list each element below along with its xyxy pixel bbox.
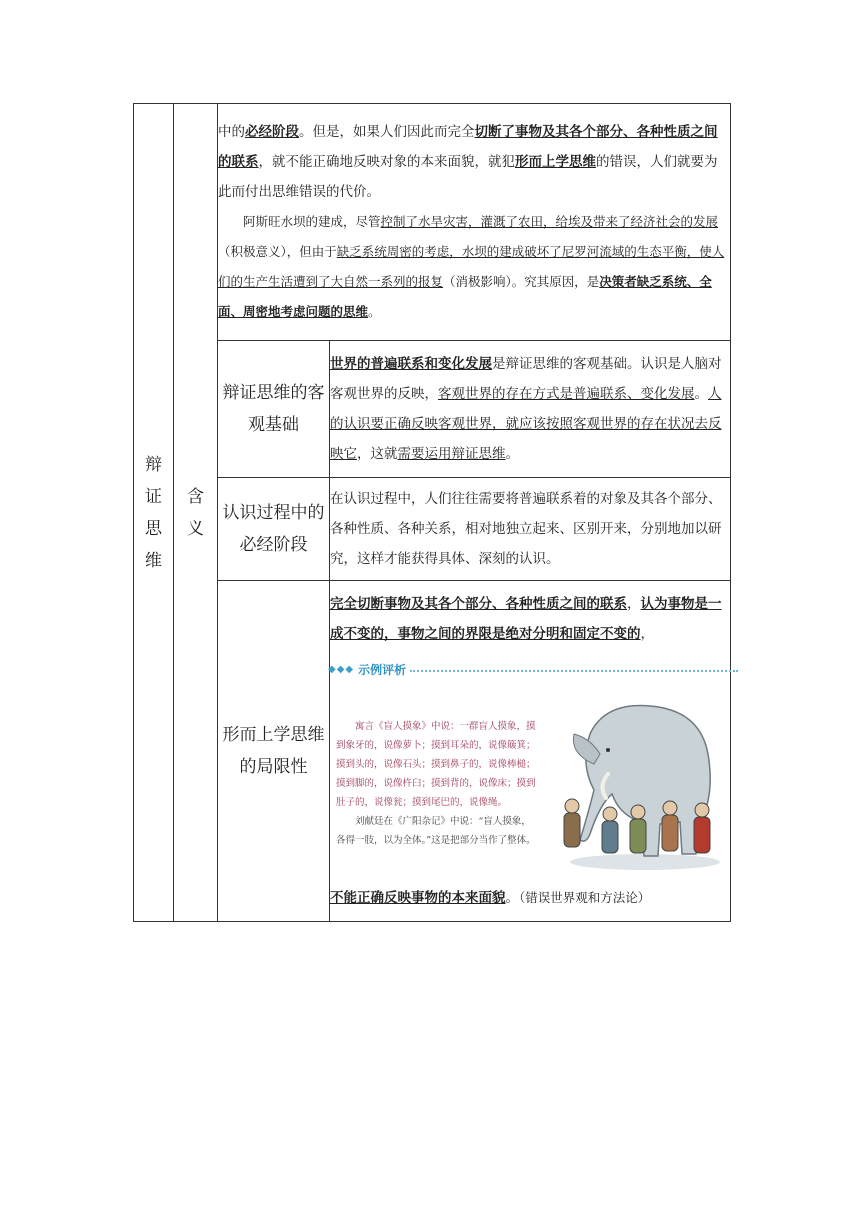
row-label-necessary-stage: 认识过程中的必经阶段 [218, 478, 330, 581]
text-run: 阿斯旺水坝的建成，尽管 [243, 214, 381, 229]
text-run: 是辩证思维的客观基础。认识是人脑对客观世界的反映， [330, 356, 722, 402]
section-char: 辩 [145, 454, 162, 475]
fable-note: 刘献廷在《广阳杂记》中说：“盲人摸象，各得一肢，以为全体。”这是把部分当作了整体。 [336, 815, 536, 846]
necessary-stage-text: 在认识过程中，人们往往需要将普遍联系着的对象及其各个部分、各种性质、各种关系，相对地独立起来、区别开来，分别地加以研究，这样才能获得具体、深刻的认识。 [330, 478, 731, 581]
text-run: 。 [368, 304, 381, 319]
text-run: ，就不能正确地反映对象的本来面貌，就犯 [258, 154, 515, 170]
continuation-cell [218, 104, 731, 341]
text-run: 必经阶段 [245, 124, 299, 140]
metaphysics-cell [330, 581, 731, 922]
text-run: （积极意义），但由于 [218, 244, 337, 259]
example-title: 示例评析 [358, 663, 407, 677]
diamond-icon: ◆◆◆ [328, 664, 355, 675]
metaphysics-paragraph [330, 589, 730, 649]
fable-text [330, 717, 536, 850]
section-label [134, 104, 174, 922]
text-run: 切断了事物及其各个部分、各种性质之间的联系 [218, 124, 718, 170]
aswan-example-paragraph [218, 207, 730, 327]
row-label-objective-basis: 辩证思维的客观基础 [218, 341, 330, 478]
section-char: 思 [145, 518, 162, 539]
table-row [134, 341, 731, 478]
fable-story: 寓言《盲人摸象》中说：一群盲人摸象，摸到象牙的，说像萝卜；摸到耳朵的，说像簸箕；摸到头的，说像石头；摸到鼻子的，说像棒槌；摸到脚的，说像杵臼；摸到背的，说像床；摸到肚子的，说像瓮；摸到尾巴的，说像绳。 [336, 720, 536, 808]
section-char: 证 [145, 486, 162, 507]
text-run: 客观世界的存在方式是普遍联系、变化发展 [438, 386, 695, 402]
text-run: 决策者缺乏系统、全面、周密地考虑问题的思维 [218, 274, 712, 319]
text-run: 世界的普遍联系和变化发展 [330, 356, 492, 372]
text-run: 完全切断事物及其各个部分、各种性质之间的联系 [330, 596, 627, 612]
table-row [134, 104, 731, 341]
elephant-illustration [550, 694, 720, 872]
sub-label [174, 104, 218, 922]
text-run: 中的 [218, 124, 245, 140]
text-run: 。 [694, 386, 708, 402]
dotted-divider [410, 670, 738, 672]
text-run: 人的认识要正确反映客观世界，就应该按照客观世界的存在状况去反映它 [330, 386, 722, 462]
text-run: ， [640, 626, 654, 642]
table-row [134, 581, 731, 922]
sub-char: 含 [187, 486, 204, 507]
example-box [330, 689, 730, 877]
continuation-paragraph [218, 117, 730, 207]
text-run: （消极影响）。究其原因，是 [443, 274, 600, 289]
text-run: 。 [505, 446, 519, 462]
objective-basis-paragraph [330, 349, 730, 469]
text-run: 控制了水旱灾害，灌溉了农田，给埃及带来了经济社会的发展 [380, 214, 719, 229]
table-row [134, 478, 731, 581]
text-run: 。但是，如果人们因此而完全 [299, 124, 475, 140]
text-run: ， [627, 596, 641, 612]
objective-basis-text [330, 341, 731, 478]
text-run: 形而上学思维 [515, 154, 596, 170]
text-run: 的错误，人们就要为此而付出思维错误的代价。 [218, 154, 718, 200]
sub-char: 义 [187, 518, 204, 539]
row-label-metaphysics-limitations: 形而上学思维的局限性 [218, 581, 330, 922]
text-run: （错误世界观和方法论） [519, 890, 651, 905]
text-run: 不能正确反映事物的本来面貌 [330, 890, 506, 906]
text-run: ，这就 [357, 446, 398, 462]
section-char: 维 [145, 550, 162, 571]
text-run: 认为事物是一成不变的，事物之间的界限是绝对分明和固定不变的 [330, 596, 722, 642]
text-run: 需要运用辩证思维 [397, 446, 506, 462]
example-header [322, 655, 738, 685]
content-table [133, 103, 731, 922]
text-run: 。 [505, 890, 519, 906]
text-run: 缺乏系统周密的考虑，水坝的建成破坏了尼罗河流域的生态平衡，使人们的生产生活遭到了大自然一系列的报复 [218, 244, 725, 289]
conclusion-paragraph [330, 877, 730, 913]
